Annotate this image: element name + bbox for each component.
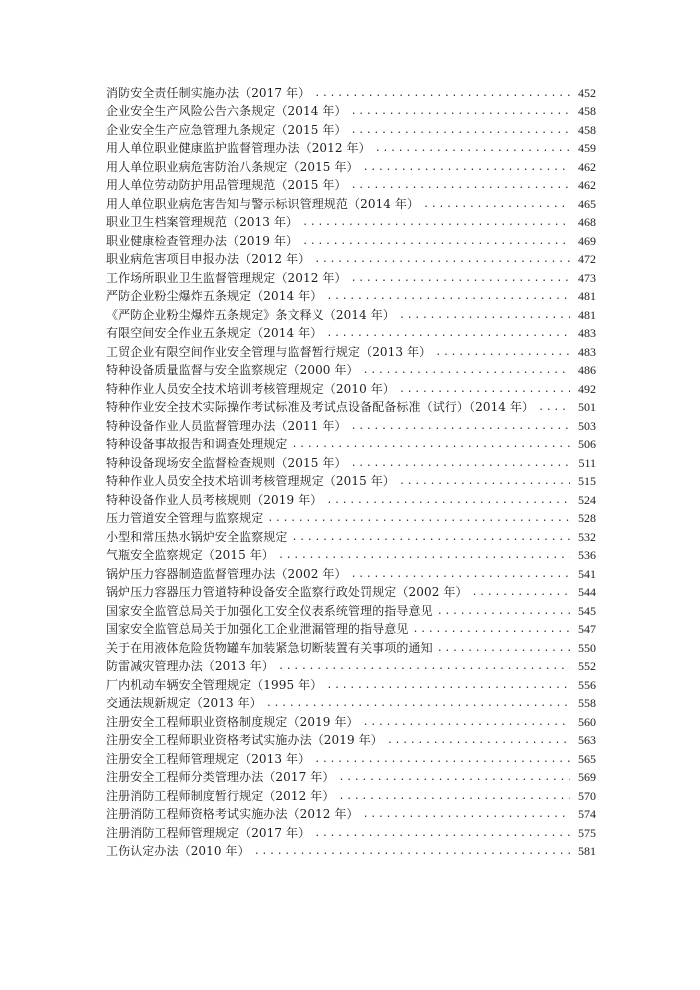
toc-entry-title: 特种设备事故报告和调查处理规定 — [106, 437, 288, 451]
toc-entry-page-number: 503 — [578, 418, 596, 433]
toc-entry-page-number: 541 — [578, 566, 596, 581]
toc-entry-page-number: 565 — [578, 751, 596, 766]
toc-entry-title: 用人单位职业健康监护监督管理办法（2012 年） — [106, 141, 371, 155]
toc-entry — [106, 526, 596, 545]
toc-entry-title: 特种设备作业人员监督管理办法（2011 年） — [106, 418, 347, 433]
toc-entry-page-number: 545 — [578, 603, 596, 618]
toc-entry-title: 特种设备质量监督与安全监察规定（2000 年） — [106, 363, 359, 377]
toc-entry — [106, 841, 596, 860]
toc-entry-title: 严防企业粉尘爆炸五条规定（2014 年） — [106, 289, 323, 303]
dot-leader — [326, 327, 570, 341]
dot-leader — [314, 827, 570, 841]
toc-entry-title: 关于在用液体危险货物罐车加装紧急切断装置有关事项的通知 — [106, 640, 433, 655]
toc-entry — [106, 249, 596, 268]
dot-leader — [302, 235, 570, 249]
toc-entry-page-number: 468 — [578, 215, 596, 229]
toc-entry — [106, 471, 596, 490]
toc-entry — [106, 452, 596, 471]
toc-entry-title: 压力管道安全管理与监察规定 — [106, 511, 264, 525]
dot-leader — [278, 549, 570, 563]
dot-leader — [267, 512, 570, 526]
toc-entry-page-number: 532 — [578, 529, 596, 544]
toc-entry-title: 国家安全监管总局关于加强化工安全仪表系统管理的指导意见 — [106, 603, 433, 618]
toc-entry-page-number: 536 — [578, 548, 596, 562]
toc-entry-title: 职业病危害项目申报办法（2012 年） — [106, 252, 311, 266]
dot-leader — [363, 161, 570, 175]
toc-entry-page-number: 528 — [578, 511, 596, 525]
dot-leader — [363, 808, 570, 822]
toc-entry — [106, 101, 596, 120]
dot-leader — [399, 383, 570, 397]
toc-entry-title: 用人单位劳动防护用品管理规范（2015 年） — [106, 178, 347, 192]
dot-leader — [351, 457, 570, 471]
dot-leader — [363, 364, 570, 378]
toc-entry — [106, 804, 596, 823]
toc-entry-title: 特种作业人员安全技术培训考核管理规定（2015 年） — [106, 474, 395, 488]
dot-leader — [351, 568, 570, 582]
dot-leader — [399, 475, 570, 489]
toc-entry-page-number: 569 — [578, 770, 596, 784]
toc-entry-title: 锅炉压力容器制造监督管理办法（2002 年） — [106, 566, 347, 581]
toc-entry — [106, 360, 596, 379]
toc-entry-page-number: 558 — [578, 696, 596, 710]
toc-entry — [106, 212, 596, 231]
toc-entry-title: 工作场所职业卫生监督管理规定（2012 年） — [106, 270, 347, 285]
toc-entry-page-number: 560 — [578, 714, 596, 729]
toc-entry-title: 注册消防工程师管理规定（2017 年） — [106, 825, 311, 840]
toc-entry — [106, 156, 596, 175]
toc-entry-page-number: 483 — [578, 344, 596, 359]
toc-entry-title: 工伤认定办法（2010 年） — [106, 844, 250, 858]
dot-leader — [326, 494, 570, 508]
toc-entry — [106, 711, 596, 730]
toc-entry — [106, 489, 596, 508]
toc-entry-page-number: 506 — [578, 437, 596, 451]
toc-entry-page-number: 544 — [578, 585, 596, 599]
toc-entry-page-number: 563 — [578, 733, 596, 747]
toc-entry — [106, 230, 596, 249]
toc-entry — [106, 193, 596, 212]
dot-leader — [363, 716, 570, 730]
toc-entry-title: 注册安全工程师管理规定（2013 年） — [106, 751, 311, 766]
dot-leader — [437, 605, 570, 619]
dot-leader — [375, 142, 570, 156]
toc-entry-title: 注册消防工程师资格考试实施办法（2012 年） — [106, 807, 359, 821]
toc-entry-title: 《严防企业粉尘爆炸五条规定》条文释义（2014 年） — [106, 307, 395, 322]
toc-entry-title: 交通法规新规定（2013 年） — [106, 696, 262, 710]
toc-entry-title: 注册安全工程师职业资格考试实施办法（2019 年） — [106, 733, 383, 747]
dot-leader — [338, 771, 570, 785]
toc-entry-title: 国家安全监管总局关于加强化工企业泄漏管理的指导意见 — [106, 622, 409, 636]
toc-entry-title: 职业卫生档案管理规范（2013 年） — [106, 215, 299, 229]
toc-entry — [106, 341, 596, 360]
toc-entry-page-number: 570 — [578, 788, 596, 803]
toc-entry-title: 注册消防工程师制度暂行规定（2012 年） — [106, 788, 335, 803]
dot-leader — [399, 309, 570, 323]
toc-entry-title: 特种作业安全技术实际操作考试标准及考试点设备配备标准（试行）（2014 年） — [106, 400, 535, 414]
toc-entry-title: 气瓶安全监察规定（2015 年） — [106, 548, 274, 562]
toc-entry-page-number: 472 — [578, 252, 596, 266]
toc-entry-page-number: 574 — [578, 807, 596, 821]
toc-entry-title: 有限空间安全作业五条规定（2014 年） — [106, 326, 323, 340]
toc-entry-page-number: 581 — [578, 844, 596, 858]
dot-leader — [314, 87, 570, 101]
dot-leader — [326, 290, 570, 304]
toc-entry — [106, 785, 596, 804]
toc-entry — [106, 434, 596, 453]
toc-entry-page-number: 501 — [578, 400, 596, 414]
toc-entry-page-number: 547 — [578, 622, 596, 636]
toc-entry-title: 特种作业人员安全技术培训考核管理规定（2010 年） — [106, 381, 395, 396]
toc-entry — [106, 138, 596, 157]
dot-leader — [413, 623, 570, 637]
toc-entry — [106, 378, 596, 397]
toc-entry-title: 用人单位职业病危害告知与警示标识管理规范（2014 年） — [106, 196, 420, 211]
toc-entry — [106, 323, 596, 342]
toc-entry-page-number: 462 — [578, 178, 596, 192]
toc-entry — [106, 767, 596, 786]
toc-entry-title: 锅炉压力容器压力管道特种设备安全监察行政处罚规定（2002 年） — [106, 585, 468, 599]
dot-leader — [278, 660, 570, 674]
toc-entry — [106, 563, 596, 582]
toc-entry-title: 企业安全生产风险公告六条规定（2014 年） — [106, 104, 347, 118]
toc-entry-page-number: 556 — [578, 677, 596, 692]
toc-entry-title: 注册安全工程师职业资格制度规定（2019 年） — [106, 714, 359, 729]
toc-entry-page-number: 550 — [578, 640, 596, 655]
dot-leader — [302, 216, 570, 230]
dot-leader — [292, 438, 570, 452]
toc-entry — [106, 304, 596, 323]
dot-leader — [423, 198, 570, 212]
dot-leader — [351, 272, 570, 286]
toc-entry — [106, 545, 596, 564]
toc-entry — [106, 822, 596, 841]
dot-leader — [351, 124, 570, 138]
dot-leader — [472, 586, 570, 600]
toc-entry-title: 消防安全责任制实施办法（2017 年） — [106, 85, 311, 100]
toc-entry — [106, 286, 596, 305]
toc-entry — [106, 582, 596, 601]
toc-entry-page-number: 481 — [578, 307, 596, 322]
toc-entry-title: 特种设备作业人员考核规则（2019 年） — [106, 492, 323, 507]
toc-entry-title: 用人单位职业病危害防治八条规定（2015 年） — [106, 159, 359, 174]
toc-entry — [106, 415, 596, 434]
dot-leader — [292, 531, 570, 545]
toc-entry-page-number: 575 — [578, 825, 596, 840]
toc-entry — [106, 619, 596, 638]
toc-entry-page-number: 486 — [578, 363, 596, 377]
dot-leader — [314, 753, 570, 767]
dot-leader — [387, 734, 570, 748]
dot-leader — [314, 253, 570, 267]
toc-entry-page-number: 469 — [578, 233, 596, 248]
toc-entry — [106, 119, 596, 138]
toc-entry-title: 注册安全工程师分类管理办法（2017 年） — [106, 770, 335, 784]
toc-entry-page-number: 481 — [578, 289, 596, 303]
toc-entry — [106, 82, 596, 101]
toc-entry-page-number: 458 — [578, 122, 596, 137]
toc-entry-page-number: 524 — [578, 492, 596, 507]
toc-entry-title: 特种设备现场安全监督检查规则（2015 年） — [106, 455, 347, 470]
toc-entry-title: 防雷减灾管理办法（2013 年） — [106, 659, 274, 673]
dot-leader — [338, 790, 570, 804]
table-of-contents — [106, 82, 596, 859]
toc-entry-title: 企业安全生产应急管理九条规定（2015 年） — [106, 122, 347, 137]
toc-entry-title: 工贸企业有限空间作业安全管理与监督暂行规定（2013 年） — [106, 344, 432, 359]
toc-entry — [106, 656, 596, 675]
toc-entry-page-number: 458 — [578, 104, 596, 118]
toc-entry-page-number: 483 — [578, 326, 596, 340]
dot-leader — [254, 845, 570, 859]
dot-leader — [351, 105, 570, 119]
toc-entry — [106, 674, 596, 693]
toc-entry-page-number: 492 — [578, 381, 596, 396]
toc-entry-title: 职业健康检查管理办法（2019 年） — [106, 233, 299, 248]
toc-entry — [106, 508, 596, 527]
dot-leader — [351, 420, 570, 434]
toc-entry-title: 厂内机动车辆安全管理规定（1995 年） — [106, 677, 323, 692]
toc-entry — [106, 600, 596, 619]
toc-entry-page-number: 511 — [578, 455, 596, 470]
toc-entry-page-number: 452 — [578, 85, 596, 100]
toc-entry-page-number: 473 — [578, 270, 596, 285]
toc-entry — [106, 730, 596, 749]
toc-entry — [106, 397, 596, 416]
dot-leader — [266, 697, 570, 711]
toc-entry-page-number: 515 — [578, 474, 596, 488]
toc-entry-page-number: 462 — [578, 159, 596, 174]
dot-leader — [351, 179, 570, 193]
toc-entry — [106, 748, 596, 767]
toc-entry — [106, 693, 596, 712]
dot-leader — [437, 642, 570, 656]
toc-entry — [106, 175, 596, 194]
dot-leader — [435, 346, 570, 360]
dot-leader — [538, 401, 570, 415]
toc-entry-page-number: 465 — [578, 196, 596, 211]
toc-entry-page-number: 552 — [578, 659, 596, 673]
toc-entry-title: 小型和常压热水锅炉安全监察规定 — [106, 529, 288, 544]
toc-entry-page-number: 459 — [578, 141, 596, 155]
dot-leader — [326, 679, 570, 693]
toc-entry — [106, 637, 596, 656]
toc-entry — [106, 267, 596, 286]
